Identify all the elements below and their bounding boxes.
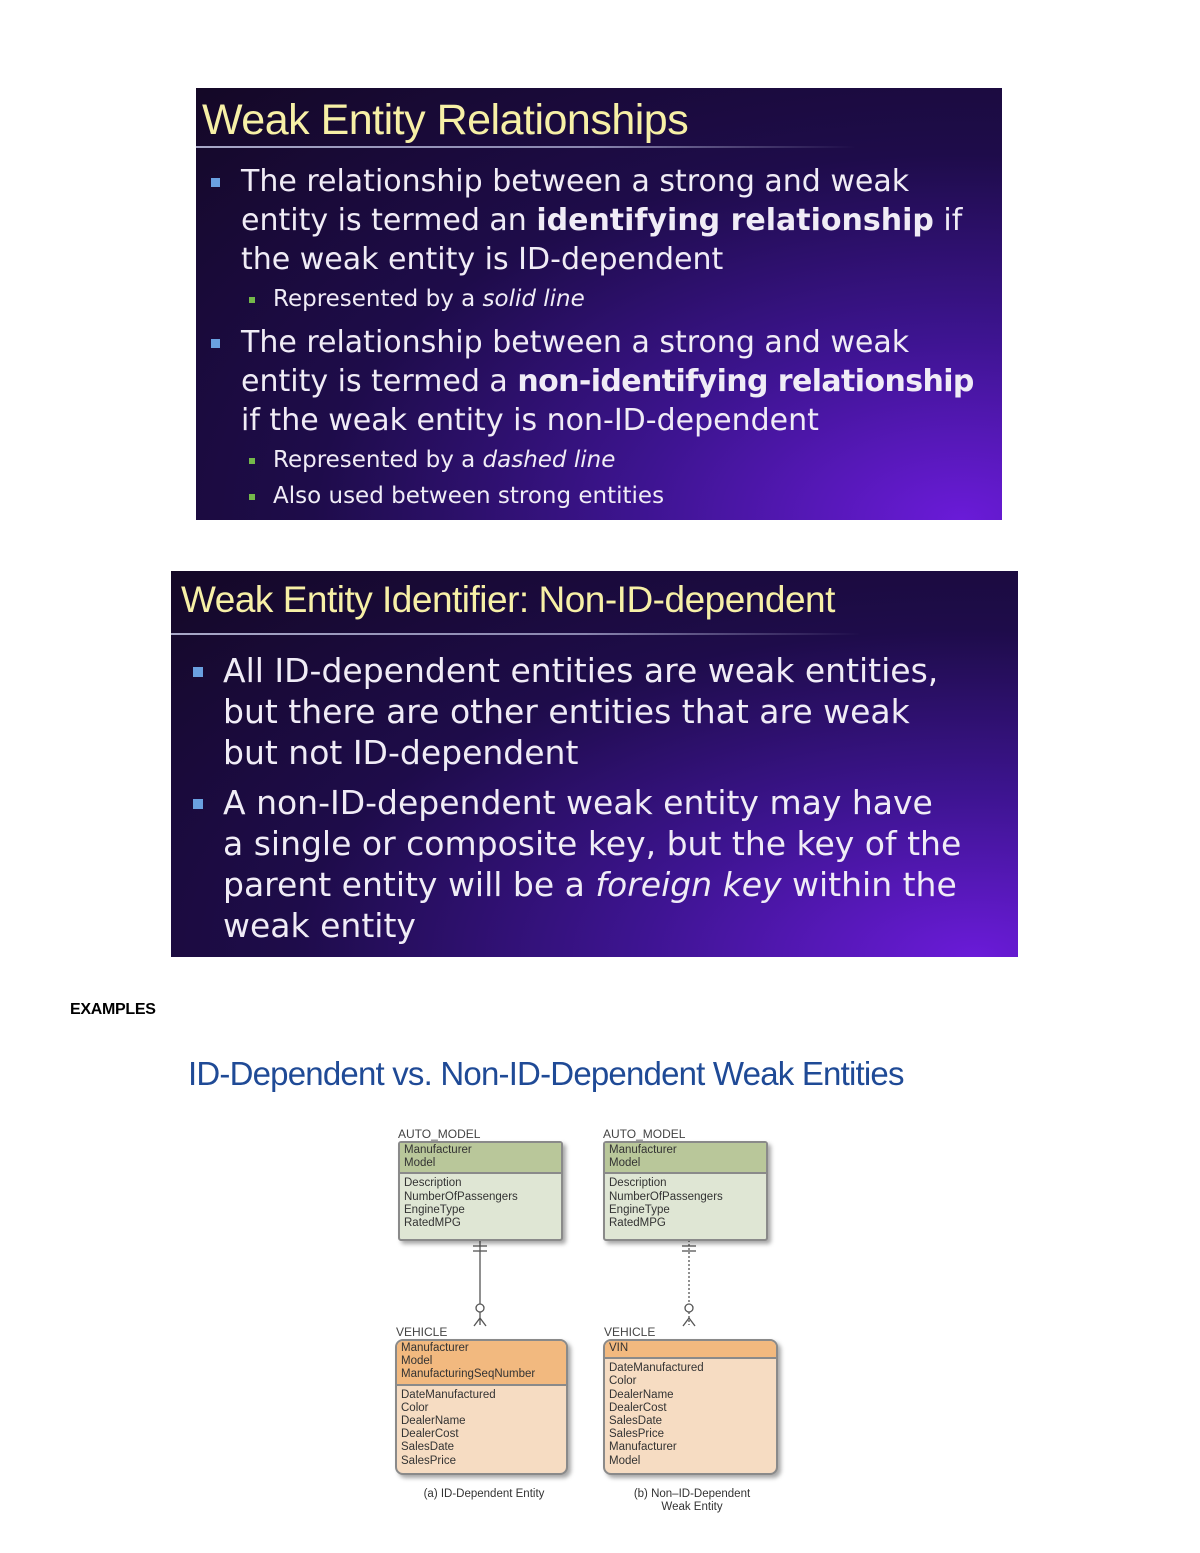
- sub-bullet-dashed-line: Represented by a dashed line: [273, 445, 615, 475]
- identifying-relationship-line: [473, 1240, 487, 1326]
- bullet-line: All ID-dependent entities are weak entities,: [223, 651, 939, 690]
- entity-vehicle-b: [603, 1339, 778, 1475]
- entity-attribute-section: Description NumberOfPassengers EngineType RatedMPG: [609, 1177, 723, 1230]
- entity-auto-model-a: [398, 1141, 563, 1241]
- diagram-title: ID-Dependent vs. Non-ID-Dependent Weak Entities: [188, 1055, 904, 1092]
- entity-name-vehicle-b: VEHICLE: [604, 1325, 656, 1339]
- bullet-line: but there are other entities that are weak: [223, 692, 910, 731]
- italic-term: solid line: [482, 286, 585, 312]
- caption-id-dependent: (a) ID-Dependent Entity: [423, 1488, 545, 1500]
- sub-bullet-solid-line: Represented by a solid line: [273, 284, 585, 314]
- entity-attribute-section: Description NumberOfPassengers EngineType RatedMPG: [404, 1177, 518, 1230]
- slide-title: Weak Entity Identifier: Non-ID-dependent: [181, 579, 835, 620]
- entity-key-section: Manufacturer Model ManufacturingSeqNumber: [397, 1341, 566, 1386]
- sub-bullet-strong-entities: Also used between strong entities: [273, 481, 664, 511]
- examples-heading: EXAMPLES: [70, 1001, 156, 1018]
- italic-term: dashed line: [482, 447, 616, 473]
- entity-name-vehicle-a: VEHICLE: [396, 1325, 448, 1339]
- entity-key-section: Manufacturer Model: [400, 1143, 561, 1174]
- bullet-line: entity is termed an identifying relationship if: [241, 203, 963, 238]
- bullet-line: but not ID-dependent: [223, 733, 579, 772]
- bullet-line: parent entity will be a foreign key within the: [223, 865, 957, 904]
- bullet-line: a single or composite key, but the key of the: [223, 824, 962, 863]
- entity-attribute-section: DateManufactured Color DealerName DealerCost SalesDate SalesPrice: [401, 1388, 496, 1467]
- bullet-line: A non-ID-dependent weak entity may have: [223, 783, 933, 822]
- entity-attribute-section: DateManufactured Color DealerName DealerCost SalesDate SalesPrice Manufacturer Model: [609, 1362, 704, 1467]
- emphasis-term: non-identifying relationship: [517, 364, 974, 399]
- bullet-line: The relationship between a strong and weak: [241, 164, 910, 199]
- non-identifying-relationship-line: [682, 1240, 696, 1326]
- bullet-line: entity is termed a non-identifying relationship: [241, 364, 974, 399]
- italic-term: foreign key: [595, 865, 782, 904]
- bullet-line: if the weak entity is non-ID-dependent: [241, 403, 819, 438]
- emphasis-term: identifying relationship: [536, 203, 934, 238]
- entity-key-section: VIN: [605, 1341, 776, 1359]
- caption-non-id-dependent: (b) Non–ID-Dependent Weak Entity: [633, 1488, 751, 1513]
- entity-key-section: Manufacturer Model: [605, 1143, 766, 1174]
- bullet-line: The relationship between a strong and weak: [241, 325, 910, 360]
- bullet-line: weak entity: [223, 906, 416, 945]
- bullet-line: the weak entity is ID-dependent: [241, 242, 724, 277]
- slide-title: Weak Entity Relationships: [202, 96, 689, 144]
- entity-vehicle-a: [395, 1339, 568, 1475]
- entity-name-auto-model-a: AUTO_MODEL: [398, 1127, 481, 1141]
- entity-name-auto-model-b: AUTO_MODEL: [603, 1127, 686, 1141]
- entity-auto-model-b: [603, 1141, 768, 1241]
